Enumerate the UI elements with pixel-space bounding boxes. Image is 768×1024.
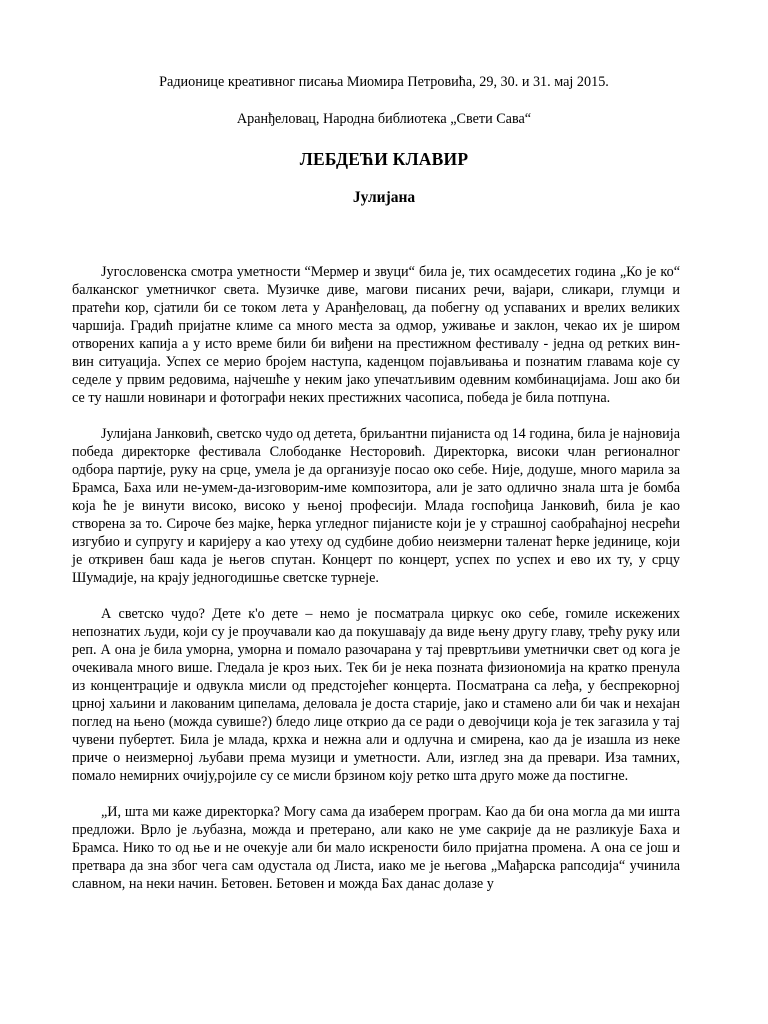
paragraph-4: „И, шта ми каже директорка? Могу сама да изаберем програм. Као да би она могла да ми ишта предложи. Врло је љубазна, можда и претерано, али како не уме сакрије да не разликује Баха и Брамса. Нико то од ње и не очекује али би мало искрености било пријатна промена. А она се још и претвара да зна због чега сам одустала од Листа, иако ме је његова „Мађарска рапсодија“ учинила славном, на неки начин. Бетовен. Бетовен и можда Бах данас долазе у <box>72 804 680 892</box>
story-title: ЛЕБДЕЋИ КЛАВИР <box>299 149 469 169</box>
story-body <box>72 263 680 911</box>
author-name: Јулијана <box>352 189 416 206</box>
paragraph-1: Југословенска смотра уметности “Мермер и звуци“ била је, тих осамдесетих година „Ко је ко“ балканског уметничког света. Музичке диве, магови писаних речи, вајари, сликари, глумци и пратећи кор, сјатили би се током лета у Аранђеловац, да побегну од успаваних и врелих великих чаршија. Градић пријатне климе са много места за одмор, уживање и заклон, чекао их је широм отворених капија а у исто време били би виђени на престижном фестивалу - једна од ретких вин-вин ситуација. Успех се мерио бројем наступа, каденцом појављивања и познатим главама које су седеле у првим редовима, најчешће у неким јако упечатљивим одевним комбинацијама. Још ако би се ту нашли новинари и фотографи неких престижних часописа, победа је била потпуна. <box>72 264 680 406</box>
workshop-heading: Радионице креативног писања Миомира Петровића, 29, 30. и 31. мај 2015. <box>159 74 609 90</box>
paragraph-2: Јулијана Јанковић, светско чудо од детета, бриљантни пијаниста од 14 година, била је најновија победа директорке фестивала Слободанке Несторовић. Директорка, високи члан регионалног одбора партије, руку на срце, умела је да организује посао око себе. Није, додуше, много марила за Брамса, Баха или не-умем-да-изговорим-име композитора, али је зато одлично знала шта је бомба која ће је винути високо, високо у њеној професији. Млада госпођица Јанковић, била је као створена за то. Сироче без мајке, ћерка угледног пијанисте који је у страшној саобраћајној несрећи изгубио и супругу и каријеру а као утеху од судбине добио неизмерни таленат ћерке јединице, који је откривен баш када је његов спутан. Концерт по концерт, успех по успех и ево их ту, у срцу Шумадије, на крају једногодишње светске турнеје. <box>72 426 680 586</box>
paragraph-3: А светско чудо? Дете к'о дете – немо је посматрала циркус око себе, гомиле искежених непознатих људи, који су је проучавали као да покушавају да виде њену другу главу, трећу руку или реп. А она је била уморна, уморна и помало разочарана у тај превртљиви уметнички свет од кога је очекивала много више. Гледала је кроз њих. Тек би је нека позната физиономија на кратко пренула из концентрације и одвукла мисли од предстојећег концерта. Посматрана са леђа, у беспрекорној црној хаљини и лакованим ципелама, деловала је доста старије, јако и стамено али би чак и нехајан поглед на њено (можда сувише?) бледо лице открио да се ради о девојчици која је тек загазила у тај чувени пубертет. Била је млада, крхка и нежна али и одлучна и смирена, као да је изашла из неке приче о неизмерној љубави према музици и уметности. Али, изглед зна да превари. Иза тамних, помало немирних очију,ројиле су се мисли брзином коју ретко шта друго може да постигне. <box>72 606 680 784</box>
venue-heading: Аранђеловац, Народна библиотека „Свети Сава“ <box>236 111 532 127</box>
